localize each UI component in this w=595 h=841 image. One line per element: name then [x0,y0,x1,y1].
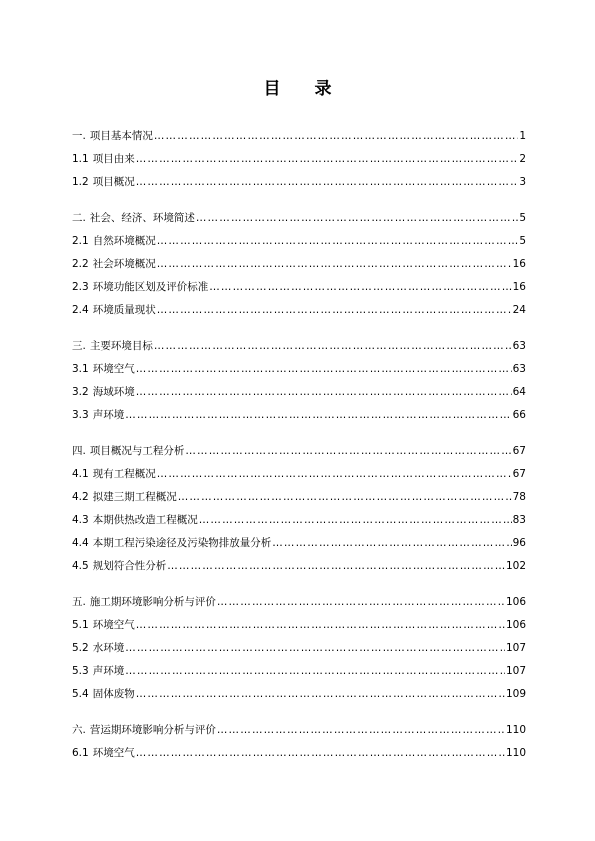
toc-entry-page: 63 [512,363,526,375]
toc-entry[interactable] [72,486,526,509]
toc-entry-page: 102 [505,560,526,572]
toc-entry-title: 环境功能区划及评价标准 [92,281,209,293]
toc-entry-number: 4.2 [72,491,89,503]
toc-entry[interactable] [72,719,526,742]
toc-entry-page: 110 [505,724,526,736]
toc-entry-number: 4.4 [72,537,89,549]
section-gap [72,194,526,207]
toc-entry-number: 2.4 [72,304,89,316]
toc-entry-page: 24 [512,304,526,316]
toc-entry-title: 社会、经济、环境简述 [89,212,195,224]
toc-dot-leader [196,207,518,230]
toc-dot-leader [209,276,511,299]
toc-entry-number: 5.2 [72,642,89,654]
toc-entry-number: 5.1 [72,619,89,631]
toc-dot-leader [157,463,512,486]
toc-entry-title: 本期工程污染途径及污染物排放量分析 [92,537,272,549]
toc-entry-title: 社会环境概况 [92,258,156,270]
toc-entry-page: 2 [519,153,526,165]
toc-entry-number: 5.3 [72,665,89,677]
toc-entry[interactable] [72,532,526,555]
toc-entry-page: 83 [512,514,526,526]
toc-entry-page: 110 [505,747,526,759]
toc-entry[interactable] [72,555,526,578]
toc-dot-leader [167,555,505,578]
toc-entry-page: 109 [505,688,526,700]
toc-entry-page: 67 [512,468,526,480]
toc-entry-title: 环境空气 [92,619,135,631]
toc-entry[interactable] [72,230,526,253]
toc-entry-title: 项目由来 [92,153,135,165]
toc-entry-number: 3.3 [72,409,89,421]
toc-entry-title: 规划符合性分析 [92,560,167,572]
toc-dot-leader [136,683,505,706]
toc-entry-number: 1.1 [72,153,89,165]
toc-entry-number: 4.1 [72,468,89,480]
toc-entry[interactable] [72,660,526,683]
toc-entry-page: 78 [512,491,526,503]
toc-entry-title: 环境质量现状 [92,304,156,316]
toc-entry-number: 2.2 [72,258,89,270]
toc-dot-leader [136,358,512,381]
toc-entry[interactable] [72,358,526,381]
toc-entry-number: 二. [72,212,86,224]
toc-entry-number: 1.2 [72,176,89,188]
toc-dot-leader [199,509,512,532]
toc-entry-page: 63 [512,340,526,352]
toc-dot-leader [136,742,505,765]
toc-entry-title: 固体废物 [92,688,135,700]
toc-entry-title: 环境空气 [92,363,135,375]
toc-entry[interactable] [72,683,526,706]
toc-entry[interactable] [72,463,526,486]
toc-entry-page: 1 [519,130,526,142]
toc-entry-title: 自然环境概况 [92,235,156,247]
toc-entry-number: 2.3 [72,281,89,293]
toc-entry-title: 水环境 [92,642,125,654]
toc-entry-page: 66 [512,409,526,421]
toc-entry[interactable] [72,742,526,765]
toc-entry-page: 16 [512,258,526,270]
toc-entry-number: 3.1 [72,363,89,375]
toc-entry-title: 环境空气 [92,747,135,759]
toc-entry-title: 主要环境目标 [89,340,153,352]
toc-dot-leader [157,253,512,276]
toc-entry-page: 67 [512,445,526,457]
toc-entry[interactable] [72,299,526,322]
toc-entry-title: 拟建三期工程概况 [92,491,177,503]
toc-entry-title: 项目基本情况 [89,130,153,142]
toc-dot-leader [125,404,511,427]
page-title: 目 录 [263,79,346,99]
toc-entry-title: 项目概况与工程分析 [89,445,185,457]
toc-dot-leader [217,719,505,742]
section-gap [72,706,526,719]
toc-entry-number: 3.2 [72,386,89,398]
toc-entry[interactable] [72,637,526,660]
toc-entry[interactable] [72,591,526,614]
section-gap [72,322,526,335]
toc-entry-number: 6.1 [72,747,89,759]
toc-entry-title: 本期供热改造工程概况 [92,514,198,526]
toc-entry[interactable] [72,125,526,148]
toc-dot-leader [125,637,505,660]
toc-dot-leader [136,171,519,194]
toc-entry[interactable] [72,614,526,637]
toc-entry-number: 三. [72,340,86,352]
toc-entry-title: 项目概况 [92,176,135,188]
toc-entry-title: 营运期环境影响分析与评价 [89,724,216,736]
toc-entry-title: 施工期环境影响分析与评价 [89,596,216,608]
toc-entry-page: 106 [505,596,526,608]
toc-entry[interactable] [72,509,526,532]
toc-entry-number: 2.1 [72,235,89,247]
table-of-contents [72,125,526,765]
toc-entry[interactable] [72,381,526,404]
toc-entry[interactable] [72,148,526,171]
toc-dot-leader [178,486,512,509]
toc-entry-title: 声环境 [92,409,125,421]
toc-entry[interactable] [72,253,526,276]
toc-dot-leader [136,148,519,171]
toc-entry[interactable] [72,404,526,427]
toc-dot-leader [136,381,512,404]
section-gap [72,578,526,591]
toc-entry-page: 3 [519,176,526,188]
toc-dot-leader [185,440,511,463]
toc-dot-leader [272,532,511,555]
section-gap [72,427,526,440]
toc-entry-number: 六. [72,724,86,736]
toc-entry-page: 107 [505,642,526,654]
toc-entry-title: 现有工程概况 [92,468,156,480]
toc-entry[interactable] [72,276,526,299]
toc-dot-leader [217,591,505,614]
toc-entry-title: 海域环境 [92,386,135,398]
toc-entry[interactable] [72,171,526,194]
toc-entry[interactable] [72,335,526,358]
toc-entry[interactable] [72,440,526,463]
toc-dot-leader [154,335,512,358]
toc-entry-number: 4.5 [72,560,89,572]
toc-dot-leader [154,125,518,148]
toc-entry-number: 一. [72,130,86,142]
toc-dot-leader [157,230,519,253]
toc-entry-page: 96 [512,537,526,549]
toc-entry-page: 5 [519,235,526,247]
toc-entry-page: 16 [512,281,526,293]
toc-entry-number: 五. [72,596,86,608]
toc-entry-page: 107 [505,665,526,677]
toc-entry-page: 5 [519,212,526,224]
toc-entry-page: 106 [505,619,526,631]
toc-entry-number: 四. [72,445,86,457]
toc-entry-page: 64 [512,386,526,398]
toc-entry-number: 5.4 [72,688,89,700]
toc-entry[interactable] [72,207,526,230]
toc-dot-leader [125,660,505,683]
toc-entry-title: 声环境 [92,665,125,677]
toc-dot-leader [136,614,505,637]
toc-entry-number: 4.3 [72,514,89,526]
toc-dot-leader [157,299,512,322]
